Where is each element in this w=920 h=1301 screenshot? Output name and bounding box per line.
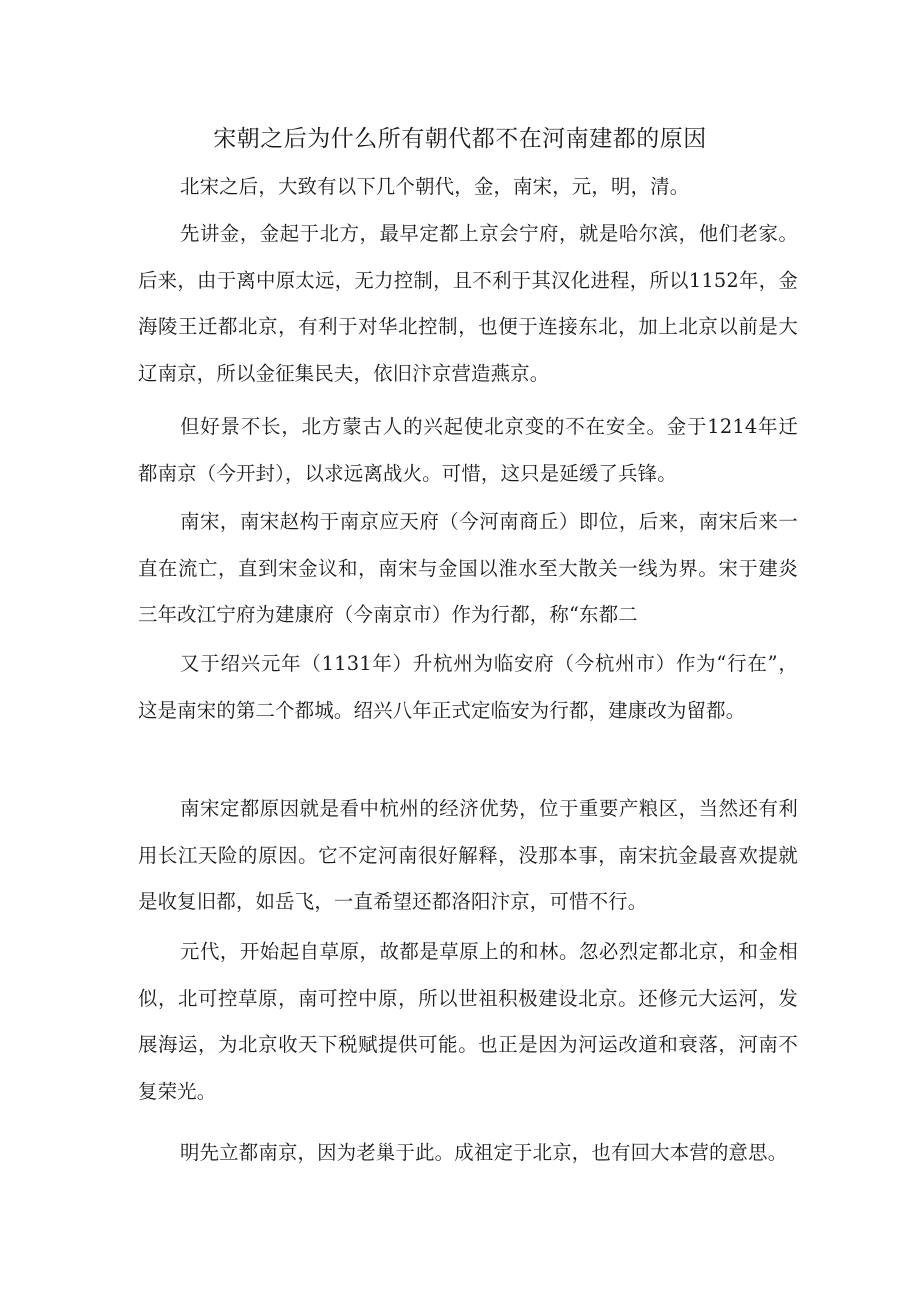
paragraph-southern-song: 南宋，南宋赵构于南京应天府（今河南商丘）即位，后来，南宋后来一直在流亡，直到宋金议和，南宋与金国以淮水至大散关一线为界。宋于建炎三年改江宁府为建康府（今南京市）作为行都，称“东都二 (138, 510, 798, 626)
paragraph-jin: 先讲金，金起于北方，最早定都上京会宁府，就是哈尔滨，他们老家。后来，由于离中原太远，无力控制，且不利于其汉化进程，所以1152年，金海陵王迁都北京，有利于对华北控制，也便于连接东北，加上北京以前是大辽南京，所以金征集民夫，依旧汴京营造燕京。 (138, 222, 798, 385)
paragraph-hangzhou: 又于绍兴元年（1131年）升杭州为临安府（今杭州市）作为“行在”，这是南宋的第二个都城。绍兴八年正式定临安为行都，建康改为留都。 (138, 652, 798, 722)
paragraph-intro: 北宋之后，大致有以下几个朝代，金，南宋，元，明，清。 (180, 175, 690, 198)
paragraph-ming: 明先立都南京，因为老巢于此。成祖定于北京，也有回大本营的意思。 (180, 1141, 788, 1164)
document-title: 宋朝之后为什么所有朝代都不在河南建都的原因 (213, 126, 707, 152)
paragraph-yuan: 元代，开始起自草原，故都是草原上的和林。忽必烈定都北京，和金相似，北可控草原，南可控中原，所以世祖积极建设北京。还修元大运河，发展海运，为北京收天下税赋提供可能。也正是因为河运改道和衰落，河南不复荣光。 (138, 940, 798, 1103)
paragraph-song-reason: 南宋定都原因就是看中杭州的经济优势，位于重要产粮区，当然还有利用长江天险的原因。它不定河南很好解释，没那本事，南宋抗金最喜欢提就是收复旧都，如岳飞，一直希望还都洛阳汴京，可惜不行。 (138, 797, 798, 913)
paragraph-jin-decline: 但好景不长，北方蒙古人的兴起使北京变的不在安全。金于1214年迁都南京（今开封），以求远离战火。可惜，这只是延缓了兵锋。 (138, 415, 798, 485)
